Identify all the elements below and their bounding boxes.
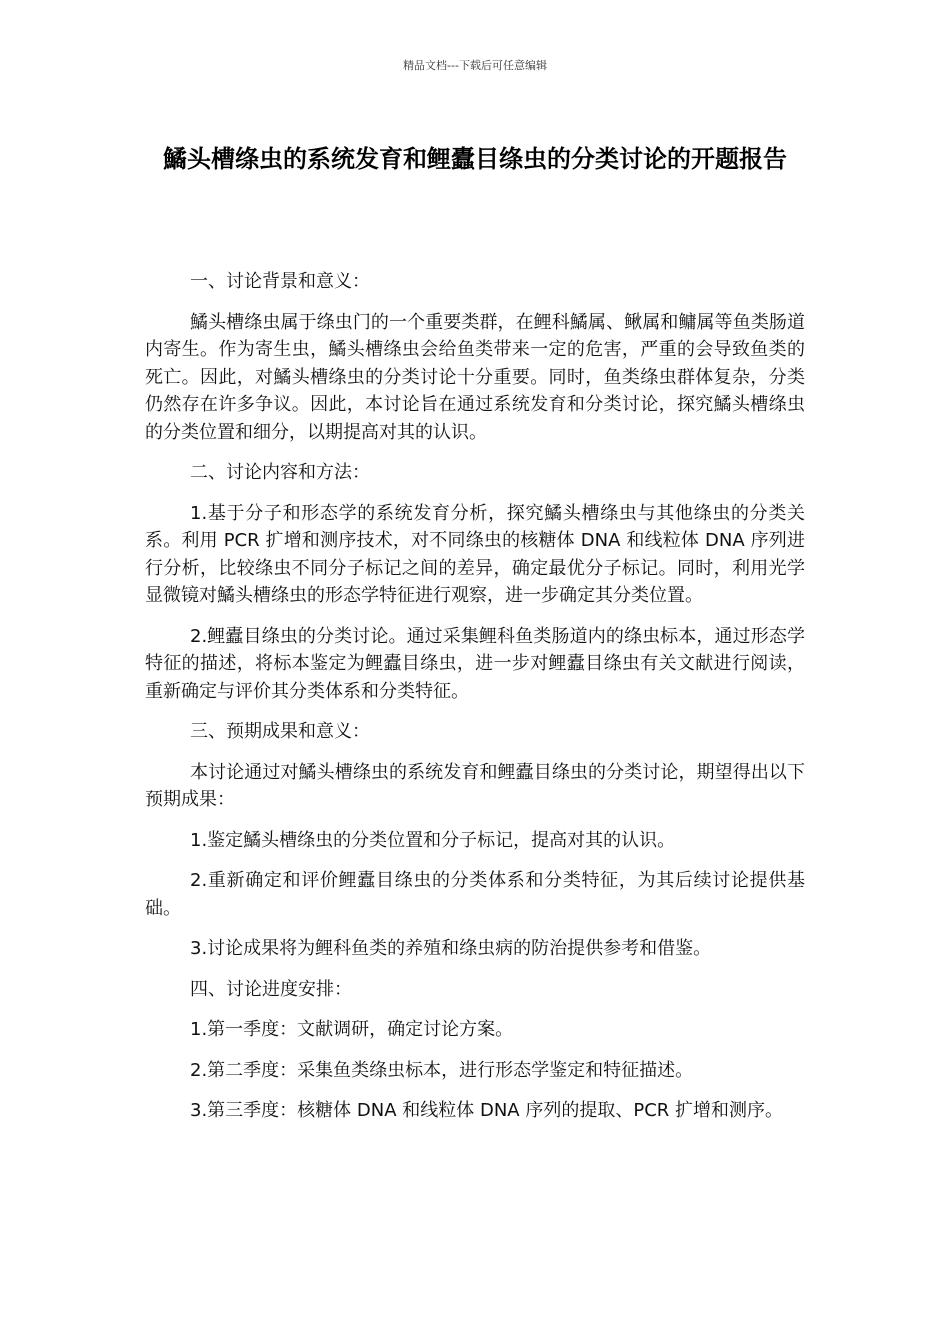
paragraph-method-2: 2.鲤蠹目绦虫的分类讨论。通过采集鲤科鱼类肠道内的绦虫标本，通过形态学特征的描述，将标本鉴定为鲤蠹目绦虫，进一步对鲤蠹目绦虫有关文献进行阅读，重新确定与评价其分类体系和分类特征。 — [145, 625, 805, 702]
section-heading-schedule: 四、讨论进度安排： — [190, 978, 352, 1000]
paragraph-method-1: 1.基于分子和形态学的系统发育分析，探究鱊头槽绦虫与其他绦虫的分类关系。利用 PCR 扩增和测序技术，对不同绦虫的核糖体 DNA 和线粒体 DNA 序列进行分析，比较绦虫不同分子标记之间的差异，确定最优分子标记。同时，利用光学显微镜对鱊头槽绦虫的形态学特征进行观察，进一步确定其分类位置。 — [145, 502, 805, 606]
section-heading-expected-results: 三、预期成果和意义： — [190, 721, 370, 742]
list-item-schedule-3: 3.第三季度：核糖体 DNA 和线粒体 DNA 序列的提取、PCR 扩增和测序。 — [190, 1100, 783, 1121]
list-item-result-1: 1.鉴定鱊头槽绦虫的分类位置和分子标记，提高对其的认识。 — [190, 829, 676, 851]
paragraph-background: 鱊头槽绦虫属于绦虫门的一个重要类群，在鲤科鱊属、鳅属和鳙属等鱼类肠道内寄生。作为寄生虫，鱊头槽绦虫会给鱼类带来一定的危害，严重的会导致鱼类的死亡。因此，对鱊头槽绦虫的分类讨论十分重要。同时，鱼类绦虫群体复杂，分类仍然存在许多争议。因此，本讨论旨在通过系统发育和分类讨论，探究鱊头槽绦虫的分类位置和细分，以期提高对其的认识。 — [145, 311, 805, 443]
section-heading-content-methods: 二、讨论内容和方法： — [190, 462, 370, 483]
list-item-schedule-1: 1.第一季度：文献调研，确定讨论方案。 — [190, 1019, 514, 1040]
section-heading-background: 一、讨论背景和意义： — [190, 271, 370, 292]
list-item-result-2: 2.重新确定和评价鲤蠹目绦虫的分类体系和分类特征，为其后续讨论提供基础。 — [145, 870, 805, 919]
list-item-result-3: 3.讨论成果将为鲤科鱼类的养殖和绦虫病的防治提供参考和借鉴。 — [190, 938, 712, 959]
list-item-schedule-2: 2.第二季度：采集鱼类绦虫标本，进行形态学鉴定和特征描述。 — [190, 1059, 694, 1081]
document-title: 鱊头槽绦虫的系统发育和鲤蠹目绦虫的分类讨论的开题报告 — [163, 145, 787, 173]
paragraph-expected-intro: 本讨论通过对鱊头槽绦虫的系统发育和鲤蠹目绦虫的分类讨论，期望得出以下预期成果： — [145, 761, 805, 810]
document-body — [145, 268, 805, 1138]
header-note: 精品文档---下载后可任意编辑 — [403, 59, 547, 72]
